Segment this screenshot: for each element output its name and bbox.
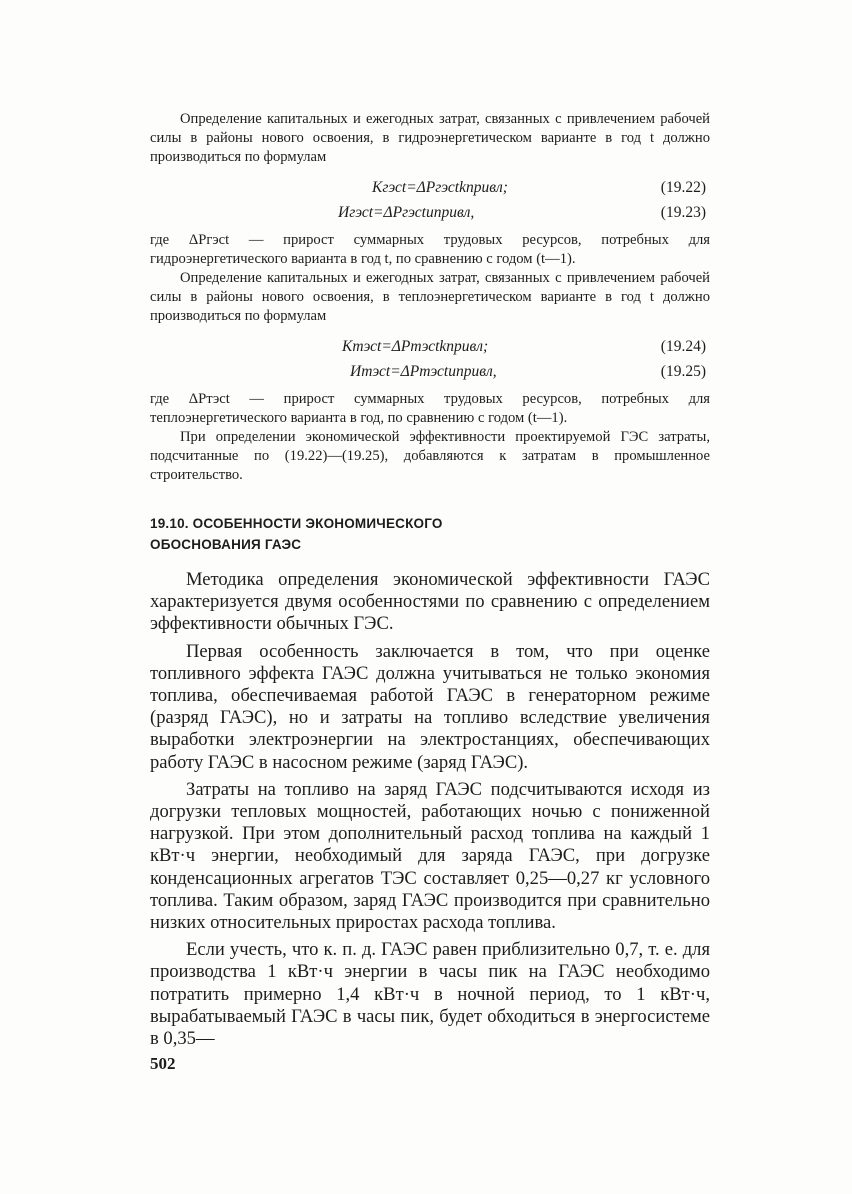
paragraph-efficiency-note: При определении экономической эффективности проектируемой ГЭС затраты, подсчитанные по (19.22)—(19.25), добавляются к затратам в промышленное строительство. <box>150 429 710 483</box>
section-heading-line1: 19.10. ОСОБЕННОСТИ ЭКОНОМИЧЕСКОГО <box>150 516 443 531</box>
page <box>150 110 710 1074</box>
paragraph-methodology: Методика определения экономической эффективности ГАЭС характеризуется двумя особенностями по сравнению с определением эффективности обычных ГЭС. <box>150 569 710 635</box>
formula-19-23 <box>150 200 710 225</box>
formula-19-22 <box>150 175 710 200</box>
paragraph-where-thermal: где ΔPтэсt — прирост суммарных трудовых ресурсов, потребных для теплоэнергетического варианта в год, по сравнению с годом (t—1). <box>150 391 710 426</box>
formula-number: (19.23) <box>660 204 706 221</box>
section-heading <box>150 513 710 555</box>
paragraph-intro-hydro: Определение капитальных и ежегодных затрат, связанных с привлечением рабочей силы в районы нового освоения, в гидроэнергетическом варианте в год t должно производиться по формулам <box>150 111 710 165</box>
paragraph-intro-thermal: Определение капитальных и ежегодных затрат, связанных с привлечением рабочей силы в районы нового освоения, в теплоэнергетическом варианте в год t должно производиться по формулам <box>150 270 710 324</box>
paragraph-first-feature: Первая особенность заключается в том, что при оценке топливного эффекта ГАЭС должна учитываться не только экономия топлива, обеспечиваемая работой ГАЭС в генераторном режиме (разряд ГАЭС), но и затраты на топливо вследствие увеличения выработки электроэнергии на электростанциях, обеспечивающих работу ГАЭС в насосном режиме (заряд ГАЭС). <box>150 640 710 773</box>
paragraph-fuel-costs: Затраты на топливо на заряд ГАЭС подсчитываются исходя из догрузки тепловых мощностей, работающих ночью с пониженной нагрузкой. При этом дополнительный расход топлива на каждый 1 кВт·ч энергии, необходимый для заряда ГАЭС, при догрузке конденсационных агрегатов ТЭС составляет 0,25—0,27 кг условного топлива. Таким образом, заряд ГАЭС производится при сравнительно низких относительных приростах расхода топлива. <box>150 778 710 934</box>
formula-expression: Игэсt=ΔPгэсtuпривл, <box>338 204 475 221</box>
formula-number: (19.24) <box>660 338 706 355</box>
formula-19-25 <box>150 359 710 384</box>
paragraph-efficiency: Если учесть, что к. п. д. ГАЭС равен приблизительно 0,7, т. е. для производства 1 кВт·ч энергии в часы пик на ГАЭС необходимо потратить примерно 1,4 кВт·ч в ночной период, то 1 кВт·ч, вырабатываемый ГАЭС в часы пик, будет обходиться в энергосистеме в 0,35— <box>150 939 710 1050</box>
formula-number: (19.25) <box>660 363 706 380</box>
section-heading-line2: ОБОСНОВАНИЯ ГАЭС <box>150 537 302 552</box>
formula-19-24 <box>150 334 710 359</box>
formula-expression: Kтэсt=ΔPтэсtkпривл; <box>342 338 489 355</box>
paragraph-where-hydro: где ΔPгэсt — прирост суммарных трудовых ресурсов, потребных для гидроэнергетического варианта в год t, по сравнению с годом (t—1). <box>150 232 710 267</box>
formula-number: (19.22) <box>660 179 706 196</box>
page-number: 502 <box>150 1054 176 1074</box>
formula-expression: Kгэсt=ΔPгэсtkпривл; <box>372 179 508 196</box>
formula-expression: Итэсt=ΔPтэсtuпривл, <box>350 363 497 380</box>
